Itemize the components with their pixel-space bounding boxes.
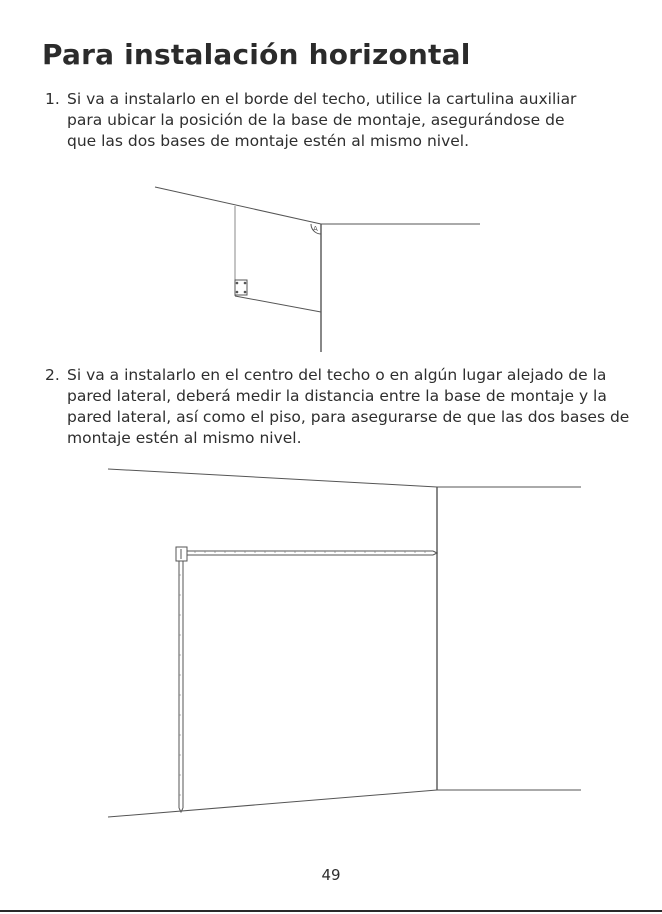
- bottom-rule: [0, 910, 662, 912]
- floor-line: [108, 790, 437, 817]
- step-number: 1.: [45, 90, 60, 108]
- step-text: Si va a instalarlo en el centro del techo o en algún lugar alejado de la pared lateral, deberá medir la distancia entre la base de montaje y la pared lateral, así como el piso, para asegurarse de que las dos bases de montaje estén al mismo nivel.: [67, 366, 630, 447]
- svg-text:A: A: [313, 225, 318, 233]
- page-number: 49: [321, 866, 341, 884]
- step-number: 2.: [45, 366, 60, 384]
- ceiling-line: [108, 469, 437, 487]
- page-title: Para instalación horizontal: [42, 38, 471, 71]
- step-text: Si va a instalarlo en el borde del techo, utilice la cartulina auxiliar para ubicar la posición de la base de montaje, asegurándose de que las dos bases de montaje estén al mismo nivel.: [67, 90, 577, 150]
